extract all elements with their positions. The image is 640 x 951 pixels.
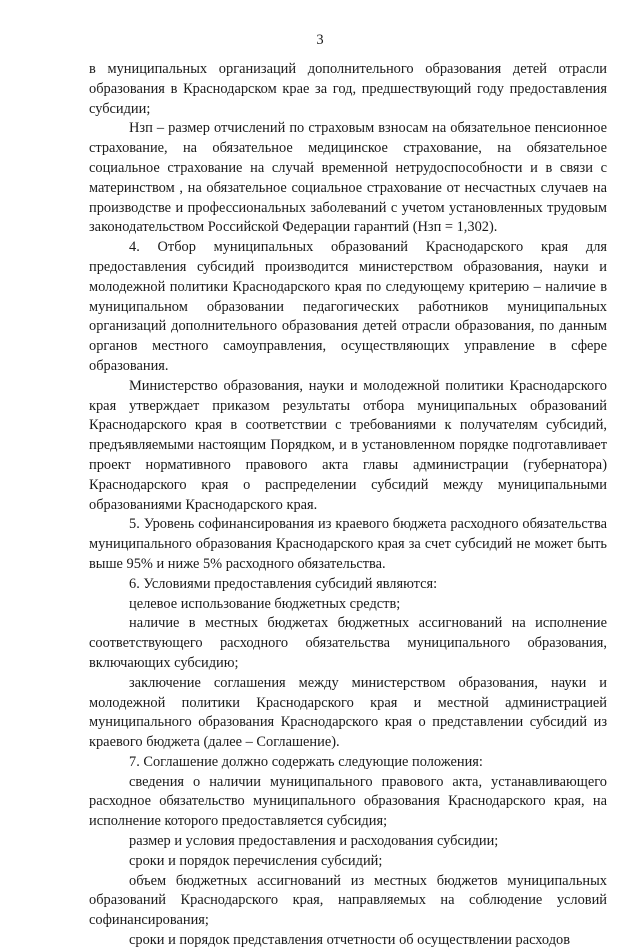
paragraph: 4. Отбор муниципальных образований Краснодарского края для предоставления субсидий производится министерством образования, науки и молодежной политики Краснодарского края по следующему критерию – наличие в муниципальном образовании педагогических работников муниципальных организаций дополнительного образования детей отрасли образования, по данным органов местного самоуправления, осуществляющих управление в сфере образования.: [89, 239, 607, 374]
paragraph: размер и условия предоставления и расходования субсидии;: [129, 833, 499, 850]
paragraph: сведения о наличии муниципального правового акта, устанавливающего расходное обязательство муниципального образования Краснодарского края, на исполнение которого предоставляется субсидия;: [89, 773, 607, 830]
document-body: [89, 60, 607, 951]
paragraph: заключение соглашения между министерством образования, науки и молодежной политики Краснодарского края и местной администрацией муниципального образования Краснодарского края о представлении субсидий из краевого бюджета (далее – Соглашение).: [89, 674, 607, 751]
paragraph: в муниципальных организаций дополнительного образования детей отрасли образования в Краснодарском крае за год, предшествующий году предоставления субсидии;: [89, 61, 607, 117]
paragraph: 7. Соглашение должно содержать следующие положения:: [129, 753, 483, 770]
paragraph: сроки и порядок перечисления субсидий;: [129, 852, 383, 869]
paragraph: объем бюджетных ассигнований из местных бюджетов муниципальных образований Краснодарского края, направляемых на соблюдение условий софинансирования;: [89, 872, 607, 929]
paragraph: 6. Условиями предоставления субсидий являются:: [129, 575, 438, 592]
paragraph: сроки и порядок представления отчетности об осуществлении расходов: [129, 932, 571, 949]
paragraph: наличие в местных бюджетах бюджетных ассигнований на исполнение соответствующего расходного обязательства муниципального образования, включающих субсидию;: [89, 615, 607, 671]
paragraph: Нзп – размер отчислений по страховым взносам на обязательное пенсионное страхование, на обязательное медицинское страхование, на обязательное социальное страхование на случай временной нетрудоспособности и в связи с материнством , на обязательное социальное страхование от несчастных случаев на производстве и профессиональных заболеваний с учетом установленных трудовым законодательством Российской Федерации гарантий (Нзп = 1,302).: [89, 120, 607, 236]
paragraph: 5. Уровень софинансирования из краевого бюджета расходного обязательства муниципального образования Краснодарского края за счет субсидий не может быть выше 95% и ниже 5% расходного обязательства.: [89, 516, 607, 572]
paragraph: Министерство образования, науки и молодежной политики Краснодарского края утверждает приказом результаты отбора муниципальных образований Краснодарского края в соответствии с требованиями к получателям субсидий, предъявляемыми настоящим Порядком, и в установленном порядке подготавливает проект нормативного правового акта главы администрации (губернатора) Краснодарского края о распределении субсидий между муниципальными образованиями Краснодарского края.: [89, 377, 607, 513]
page-number: 3: [316, 32, 324, 48]
paragraph: целевое использование бюджетных средств;: [129, 595, 401, 612]
